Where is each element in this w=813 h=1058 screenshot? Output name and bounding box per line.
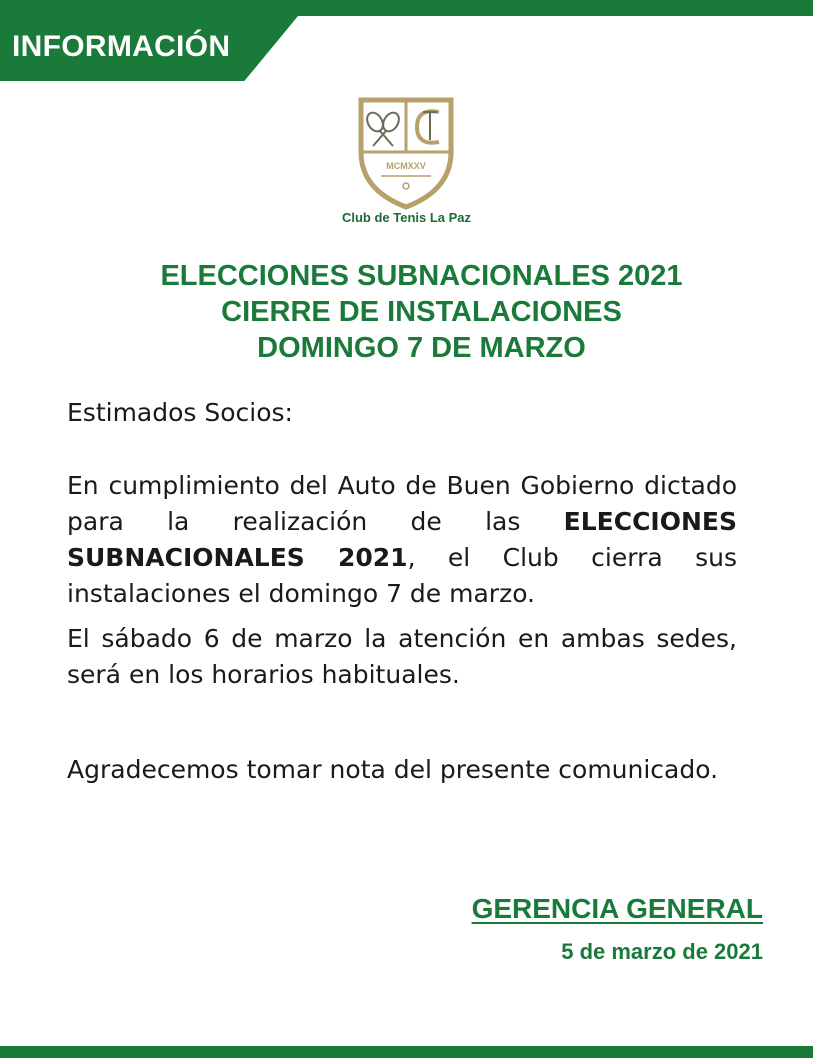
club-crest-logo — [355, 94, 457, 210]
signature-date: 5 de marzo de 2021 — [561, 939, 763, 964]
announcement-headline — [100, 258, 743, 366]
header-title: INFORMACIÓN — [12, 30, 231, 63]
headline-line-2: CIERRE DE INSTALACIONES — [221, 296, 622, 328]
paragraph-thanks: Agradecemos tomar nota del presente comunicado. — [67, 755, 719, 784]
logo-caption: Club de Tenis La Paz — [341, 210, 472, 225]
paragraph-closure-end: , el Club cierra sus instalaciones el domingo 7 de marzo. — [67, 543, 737, 608]
crossed-rackets-icon — [364, 110, 402, 146]
greeting: Estimados Socios: — [67, 398, 293, 427]
bottom-green-stripe — [0, 1046, 813, 1058]
paragraph-closure-bold: ELECCIONES SUBNACIONALES 2021 — [67, 507, 737, 572]
top-green-stripe — [0, 0, 813, 16]
headline-line-3: DOMINGO 7 DE MARZO — [257, 332, 586, 364]
headline-line-1: ELECCIONES SUBNACIONALES 2021 — [160, 260, 683, 292]
ball-icon — [403, 183, 409, 189]
paragraph-closure — [67, 468, 737, 612]
ctlp-monogram-icon — [417, 111, 439, 142]
paragraph-saturday-hours: El sábado 6 de marzo la atención en ambas sedes, será en los horarios habituales. — [67, 624, 737, 689]
paragraph-closure-start: En cumplimiento del Auto de Buen Gobierno dictado para la realización de las — [67, 471, 737, 536]
roman-numeral: MCMXXV — [386, 161, 426, 171]
signature-name: GERENCIA GENERAL — [471, 893, 763, 924]
